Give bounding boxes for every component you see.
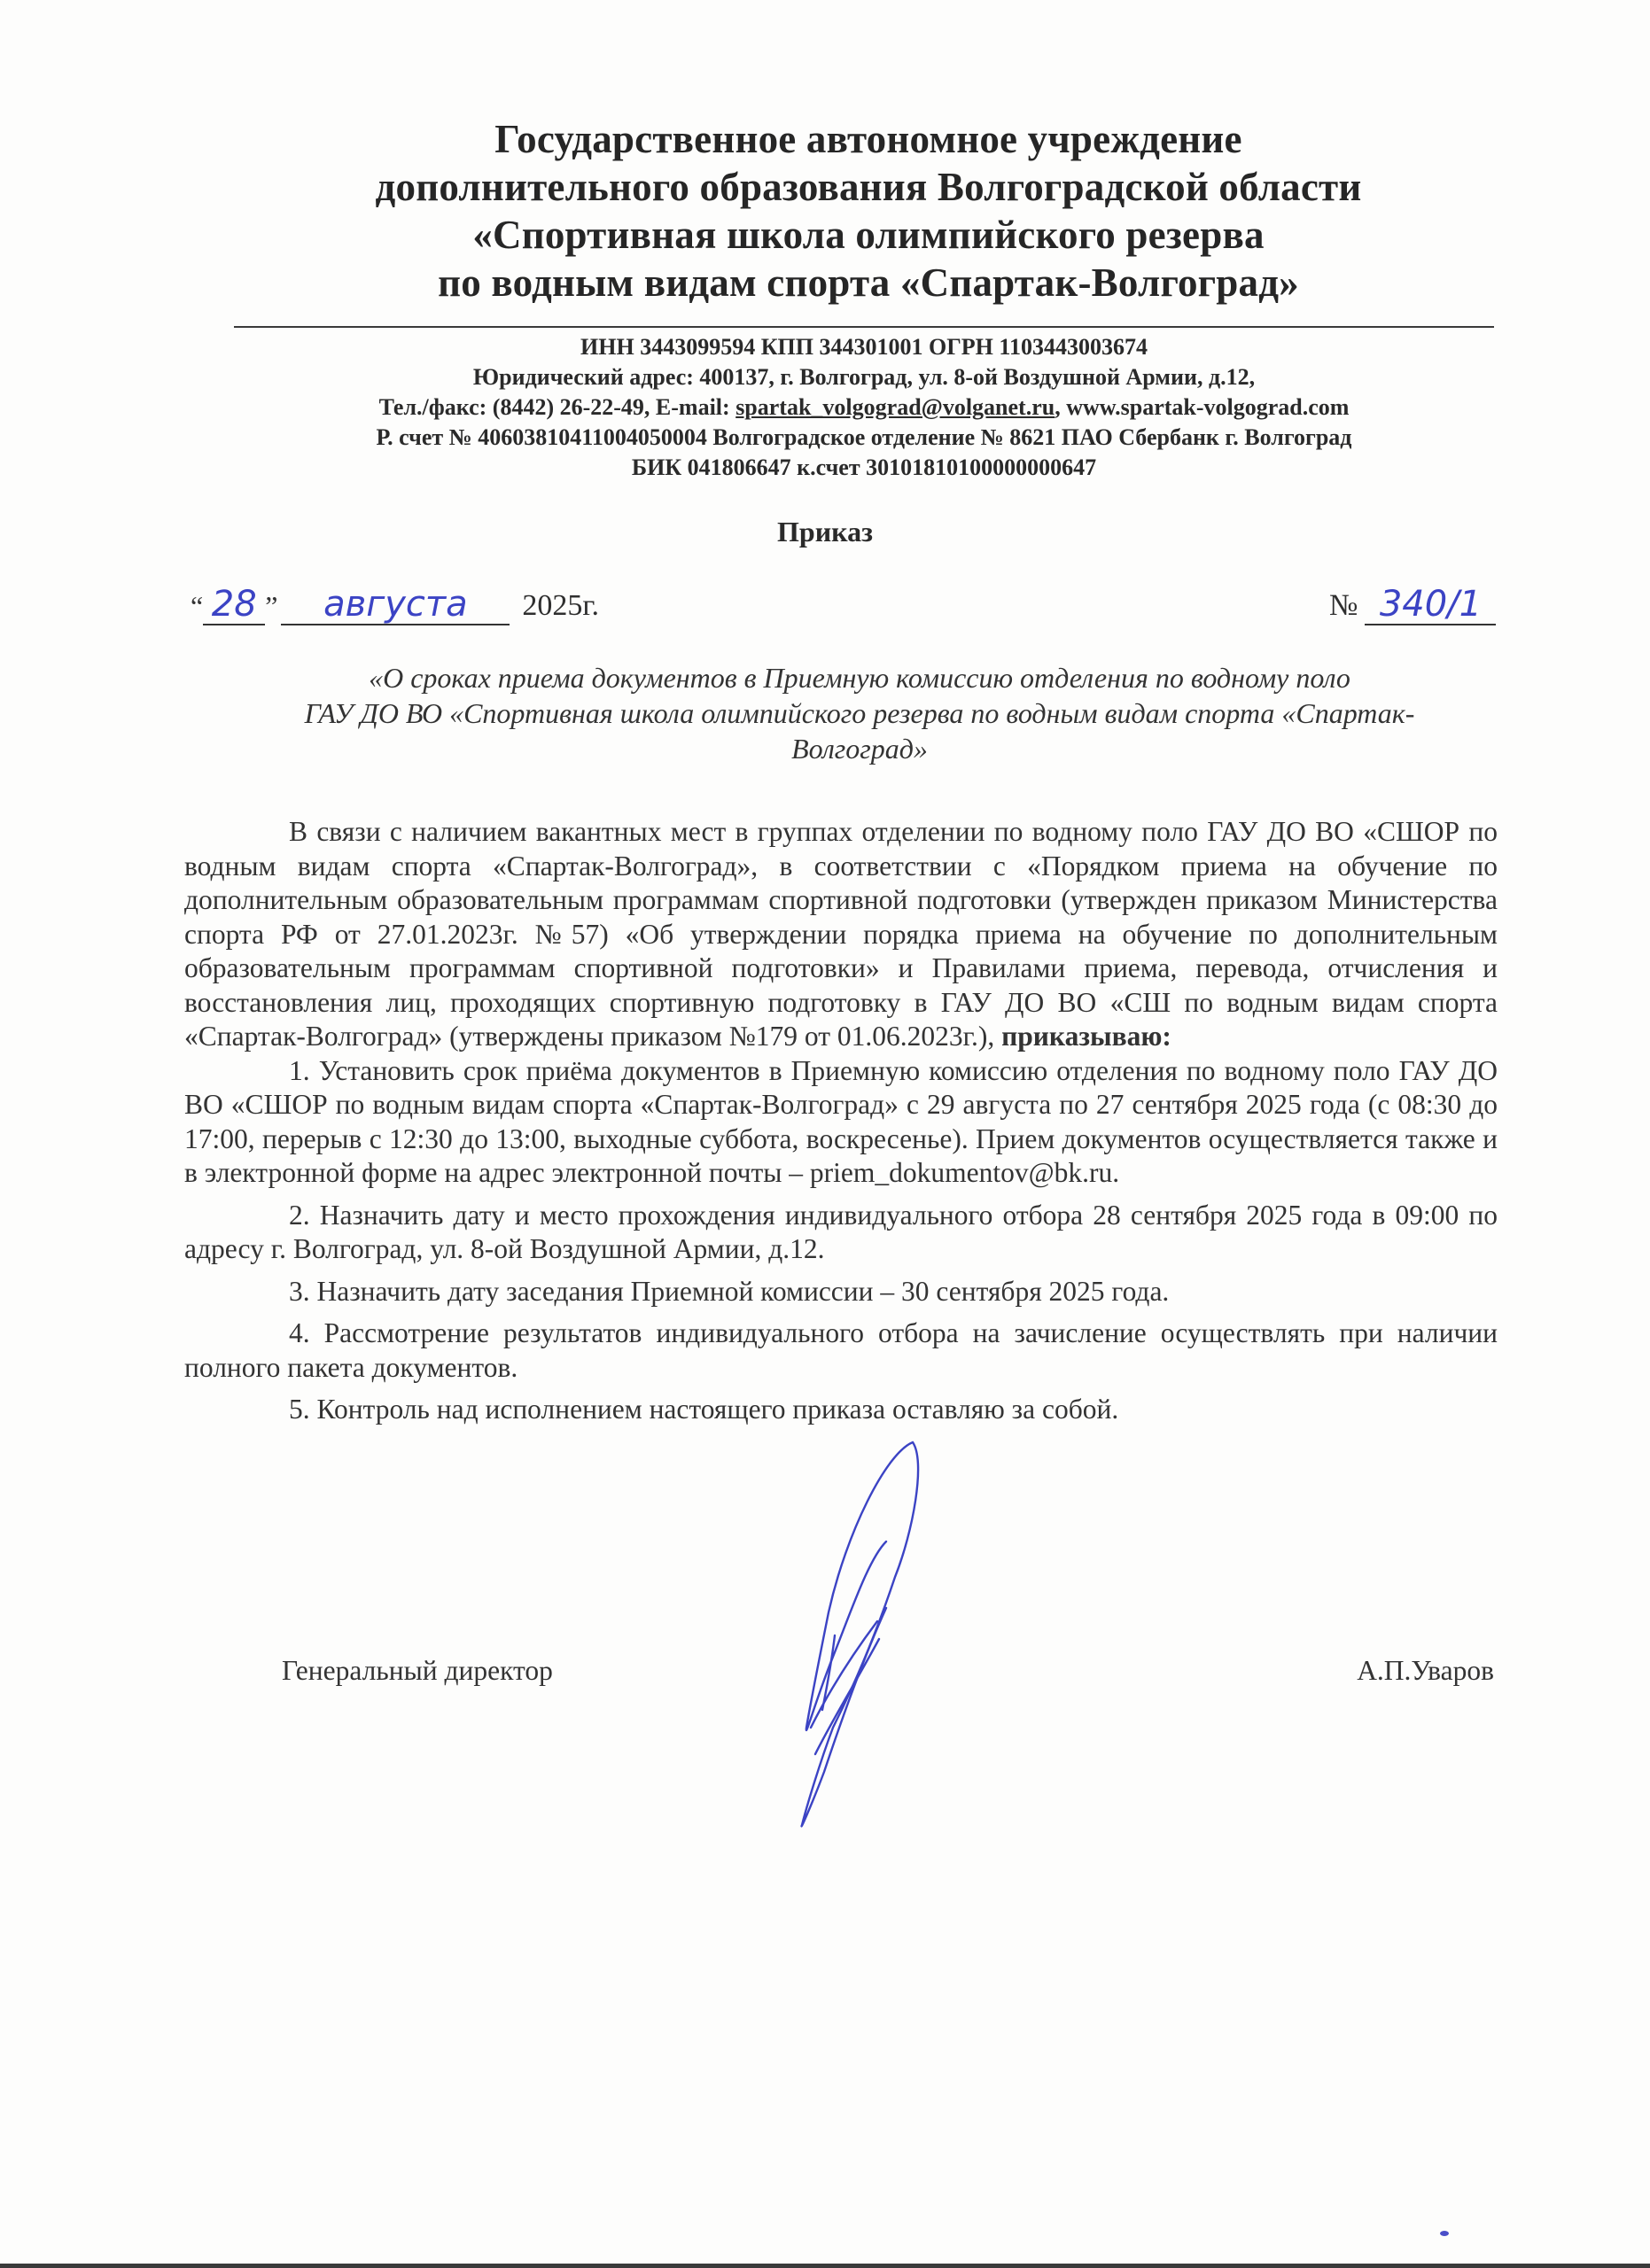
handwritten-day: 28 bbox=[203, 585, 265, 625]
order-number bbox=[1329, 585, 1496, 625]
contacts-line bbox=[230, 392, 1498, 423]
signatory-name: А.П.Уваров bbox=[1357, 1655, 1494, 1686]
document-type-title: Приказ bbox=[777, 516, 873, 548]
year: 2025г. bbox=[522, 589, 600, 622]
bank-account: Р. счет № 40603810411004050004 Волгоградское отделение № 8621 ПАО Сбербанк г. Волгоград bbox=[376, 424, 1352, 450]
org-name-line-1: Государственное автономное учреждение bbox=[494, 117, 1242, 161]
signatory-position: Генеральный директор bbox=[282, 1655, 553, 1686]
bik-corr-account: БИК 041806647 к.счет 30101810100000000647 bbox=[631, 454, 1097, 480]
handwritten-number: 340/1 bbox=[1365, 585, 1496, 625]
subject-line-3: Волгоград» bbox=[791, 733, 928, 765]
order-item-2: 2. Назначить дату и место прохождения индивидуального отбора 28 сентября 2025 года в 09:00 по адресу г. Волгоград, ул. 8-ой Воздушной Армии, д.12. bbox=[184, 1199, 1498, 1264]
order-body bbox=[184, 815, 1498, 1427]
handwritten-month: августа bbox=[281, 585, 510, 625]
number-sign: № bbox=[1329, 589, 1358, 622]
close-quote: ” bbox=[265, 590, 278, 622]
order-date bbox=[191, 585, 599, 625]
phone-fax: Тел./факс: (8442) 26-22-49, E-mail: bbox=[378, 394, 736, 420]
handwritten-signature-icon bbox=[780, 1435, 948, 1834]
organization-header bbox=[266, 115, 1471, 307]
org-name-line-3: «Спортивная школа олимпийского резерва bbox=[472, 213, 1265, 257]
order-word: приказываю: bbox=[1001, 1021, 1171, 1052]
org-name-line-4: по водным видам спорта «Спартак-Волгоград» bbox=[438, 260, 1299, 305]
header-separator bbox=[234, 326, 1494, 328]
preamble-text: В связи с наличием вакантных мест в группах отделении по водному поло ГАУ ДО ВО «СШОР по водным видам спорта «Спартак-Волгоград», в соответствии с «Порядком приема на обучение по дополнительным образовательным программам спортивной подготовки (утвержден приказом Министерства спорта РФ от 27.01.2023г. №57) «Об утверждении порядка приема на обучение по дополнительным образовательным программам спортивной подготовки» и Правилами приема, перевода, отчисления и восстановления лиц, проходящих спортивную подготовку в ГАУ ДО ВО «СШ по водным видам спорта «Спартак-Волгоград» (утверждены приказом №179 от 01.06.2023г.), bbox=[184, 816, 1498, 1052]
order-item-1: 1. Установить срок приёма документов в Приемную комиссию отделения по водному поло ГАУ ДО ВО «СШОР по водным видам спорта «Спартак-Волгоград» с 29 августа по 27 сентября 2025 года (с 08:30 до 17:00, перерыв с 12:30 до 13:00, выходные суббота, воскресенье). Прием документов осуществляется также и в электронной форме на адрес электронной почты – priem_dokumentov@bk.ru. bbox=[184, 1054, 1498, 1188]
email-link[interactable]: spartak_volgograd@volganet.ru bbox=[735, 394, 1055, 420]
legal-address: Юридический адрес: 400137, г. Волгоград, ул. 8-ой Воздушной Армии, д.12, bbox=[472, 364, 1256, 390]
org-name-line-2: дополнительного образования Волгоградской области bbox=[375, 165, 1362, 209]
preamble-paragraph bbox=[184, 815, 1498, 1054]
order-item-3: 3. Назначить дату заседания Приемной комиссии – 30 сентября 2025 года. bbox=[289, 1275, 1170, 1307]
order-item-5: 5. Контроль над исполнением настоящего приказа оставляю за собой. bbox=[289, 1394, 1119, 1425]
ink-speck bbox=[1440, 2231, 1449, 2236]
order-item-4: 4. Рассмотрение результатов индивидуального отбора на зачисление осуществлять при наличии полного пакета документов. bbox=[184, 1317, 1498, 1383]
subject-line-1: «О сроках приема документов в Приемную комиссию отделения по водному поло bbox=[369, 662, 1350, 694]
order-subject bbox=[222, 660, 1498, 766]
subject-line-2: ГАУ ДО ВО «Спортивная школа олимпийского резерва по водным видам спорта «Спартак- bbox=[304, 697, 1415, 729]
scan-bottom-edge bbox=[0, 2264, 1650, 2268]
website: , www.spartak-volgograd.com bbox=[1055, 394, 1350, 420]
signature-block bbox=[282, 1655, 1494, 1687]
open-quote: “ bbox=[191, 590, 204, 622]
tax-ids: ИНН 3443099594 КПП 344301001 ОГРН 1103443003674 bbox=[580, 334, 1148, 360]
organization-requisites bbox=[230, 332, 1498, 483]
